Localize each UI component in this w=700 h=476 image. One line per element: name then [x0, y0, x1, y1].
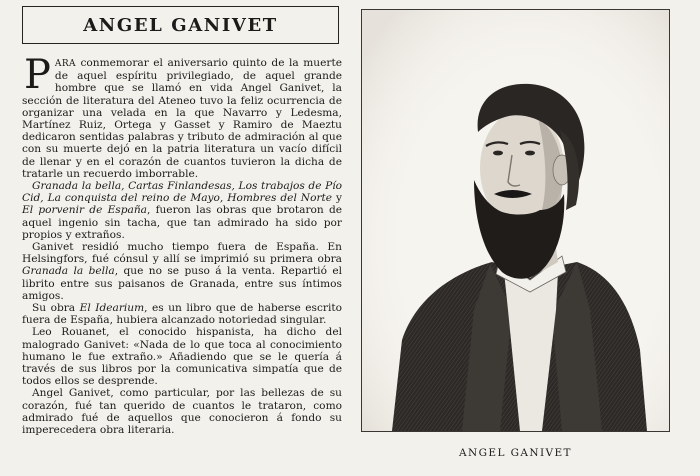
- portrait-caption: ANGEL GANIVET: [459, 447, 572, 459]
- paragraph-4: [22, 302, 342, 326]
- paragraph-3-text-a: Ganivet residió mucho tiempo fuera de España. En Helsingfors, fué cónsul y allí se imprimió su primera obra: [22, 241, 342, 266]
- portrait-frame: [361, 9, 670, 432]
- work-title-granada: Granada la bella: [22, 265, 115, 278]
- paragraph-4-text-b: , es un libro que de haberse escrito fuera de España, hubiera alcanzado notoriedad singular.: [22, 302, 342, 327]
- eye-left: [493, 151, 503, 156]
- paragraph-3-text-b: , que no se puso á la venta. Repartió el librito entre sus paisanos de Granada, entre sus íntimos amigos.: [22, 265, 343, 302]
- paragraph-4-text-a: Su obra: [32, 302, 80, 315]
- paragraph-1-text: conmemorar el aniversario quinto de la muerte de aquel espíritu privilegiado, de aquel grande hombre que se llamó en vida Angel Ganivet, la sección de literatura del Ateneo tuvo la feliz ocurrencia de organizar una velada en la que Navarro y Ledesma, Martínez Ruiz, Ortega y Gasset y Ramiro de Maeztu dedicaron sentidas palabras y tributo de admiración al que con su muerte dejó en la patria literatura un vacío difícil de llenar y en el corazón de cuantos tuvieron la dicha de tratarle un recuerdo imborrable.: [22, 57, 342, 180]
- works-list: Granada la bella, Cartas Finlandesas, Los trabajos de Pío Cid, La conquista del reino de Mayo, Hombres del Norte: [22, 180, 342, 205]
- paragraph-3: [22, 241, 342, 302]
- work-title-porvenir: El porvenir de España: [22, 204, 147, 217]
- paragraph-1: [22, 52, 342, 180]
- paragraph-2-text: , fueron las obras que brotaron de aquel ingenio sin tacha, que tan admirado ha sido por propios y extraños.: [22, 204, 343, 241]
- article-title-box: [22, 6, 339, 44]
- portrait-engraving: [362, 10, 669, 431]
- conjunction: y: [332, 192, 342, 205]
- article-title: ANGEL GANIVET: [83, 14, 278, 36]
- eye-right: [525, 151, 535, 156]
- lead-word: ARA: [54, 59, 76, 69]
- paragraph-5: Leo Rouanet, el conocido hispanista, ha dicho del malogrado Ganivet: «Nada de lo que toca al conocimiento humano le fue extraño.» Añadiendo que se le quería á través de sus libros por la comunicativa simpatía que de todos ellos se desprende.: [22, 326, 342, 388]
- paragraph-2: [22, 180, 342, 241]
- paragraph-6: Angel Ganivet, como particular, por las bellezas de su corazón, fué tan querido de cuantos le trataron, como admirado fué de aquellos que conocieron á fondo su imperecedera obra literaria.: [22, 387, 342, 437]
- work-title-idearium: El Idearium: [79, 302, 145, 315]
- article-body: [22, 52, 343, 437]
- drop-cap: P: [24, 52, 51, 98]
